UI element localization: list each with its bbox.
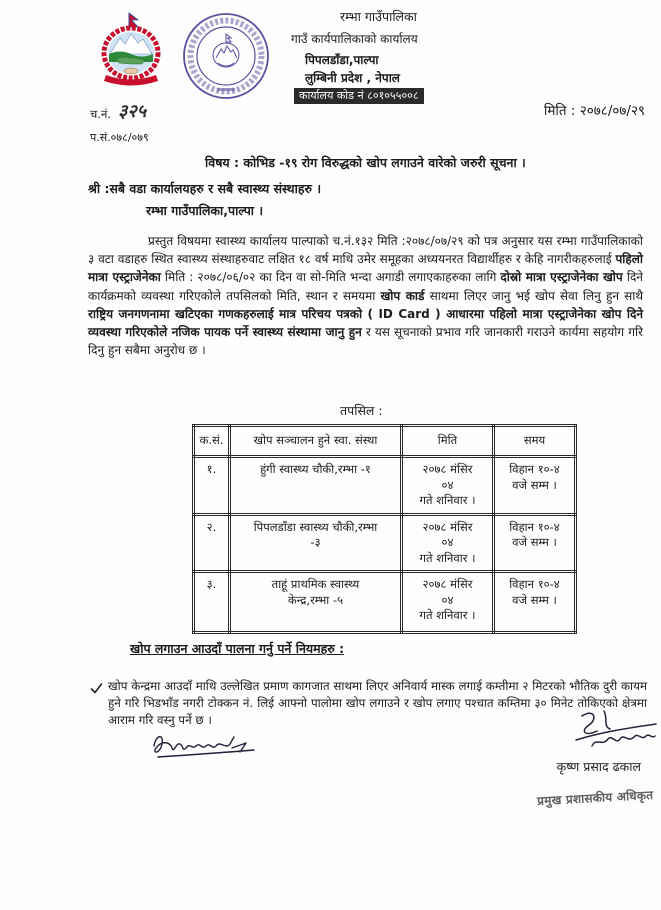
table-row <box>194 457 576 515</box>
cell-line: २०७८ मंसिर <box>422 462 473 476</box>
cell-line: गते शनिवार । <box>419 550 476 565</box>
cell-serial: २. <box>194 514 230 572</box>
cell-institution <box>230 457 402 515</box>
cell-line: ०४ <box>441 535 454 549</box>
table-row <box>194 572 576 633</box>
office-province: लुम्बिनी प्रदेश , नेपाल <box>305 71 400 85</box>
cell-date <box>402 457 494 515</box>
body-text: र यस सूचनाको प्रभाव गरि जानकारी गराउने कार्यमा सहयोग गरि दिनु हुन सबैमा अनुरोध छ । <box>88 325 643 358</box>
cell-line: केन्द्र,रम्भा -५ <box>287 592 344 607</box>
signatory-designation-stamp: प्रमुख प्रशासकीय अधिकृत <box>536 788 654 809</box>
dispatch-number-label: च.नं. <box>90 107 111 121</box>
handwritten-signature-icon <box>562 706 658 762</box>
cell-line: २०७८ मंसिर <box>422 519 473 534</box>
fiscal-year: प.सं.०७८/०७९ <box>90 131 149 144</box>
rule-item: खोप केन्द्रमा आउदाँ माथि उल्लेखित प्रमाण कागजात साथमा लिएर अनिवार्य मास्क लगाई कम्तीमा २ मिटरको भौतिक दुरी कायम हुने गरि भिडभाँड नगरी टोक्कन नं. लिई आफ्नो पालोमा खोप लगाउने र खोप लगाए पश्चात कम्तिमा ३० मिनेट तोकिएको क्षेत्रमा आराम गरि वस्नु पर्ने छ । <box>108 679 647 727</box>
cell-line: गते शनिवार । <box>419 493 476 507</box>
signatory-name: कृष्ण प्रसाद ढकाल <box>556 759 641 774</box>
handwritten-signature-icon <box>148 724 263 766</box>
col-header-serial: क.सं. <box>194 426 230 457</box>
cell-line: पिपलडाँडा स्वास्थ्य चौकी,रम्भा <box>253 519 378 534</box>
cell-serial: ३. <box>194 572 230 633</box>
col-header-institution: खोप सञ्चालन हुने स्वा. संस्था <box>230 426 402 457</box>
cell-line: वजे सम्म । <box>512 477 557 492</box>
body-emphasis: पहिलो मात्रा एस्ट्राजेनेका <box>88 252 643 285</box>
body-text: प्रस्तुत विषयमा स्वास्थ्य कार्यालय पाल्पाको च.नं.१३२ मिति :२०७८/०७/२९ को पत्र अनुसार यस रम्भा गाउँपालिकाको ३ वटा वडाहरु स्थित स्वास्थ्य संस्थाहरुवाट लक्षित १८ वर्ष माथि उमेर समूहका अध्ययनरत विद्यार्थीहरु र केहि नागरीकहरुलाई <box>88 234 643 267</box>
cell-institution <box>230 514 402 572</box>
dispatch-number: ३२५ <box>118 101 147 122</box>
body-paragraph <box>88 232 643 359</box>
rules-heading: खोप लगाउन आउदाँ पालना गर्नु पर्ने नियमहरु : <box>130 641 345 656</box>
addressee-line-1: श्री :सबै वडा कार्यालयहरु र सबै स्वास्थ्य संस्थाहरु । <box>88 181 322 196</box>
cell-time <box>494 514 576 572</box>
nepal-emblem-icon <box>98 12 164 88</box>
office-seal-icon <box>180 4 272 112</box>
cell-line: विहान १०-४ <box>509 519 560 534</box>
schedule-label: तपसिल : <box>340 403 383 418</box>
body-text: दिने कार्यक्रमको व्यवस्था गरिएकोले तपसिलको मिति, स्थान र समयमा <box>88 270 643 303</box>
office-name: गाउँ कार्यपालिकाको कार्यालय <box>291 32 418 46</box>
letter-subject: विषय : कोभिड -१९ रोग विरुद्धको खोप लगाउने वारेको जरुरी सूचना । <box>205 155 526 170</box>
cell-institution <box>230 572 402 633</box>
body-emphasis: दोस्रो मात्रा एस्ट्राजेनेका खोप <box>500 270 623 285</box>
body-emphasis: खोप कार्ड <box>380 288 425 303</box>
cell-line: विहान १०-४ <box>509 462 560 476</box>
addressee-line-2: रम्भा गाउँपालिका,पाल्पा । <box>146 203 264 218</box>
cell-line: ०४ <box>441 477 454 492</box>
body-text: साथमा लिएर जानु भई खोप सेवा लिनु हुन साथै <box>424 288 643 303</box>
checkmark-icon <box>90 682 103 695</box>
cell-line: ०४ <box>441 592 454 607</box>
cell-time <box>494 457 576 515</box>
cell-line: -३ <box>310 535 321 549</box>
office-code-badge: कार्यालय कोड नं ८०१०५५००८ <box>294 88 424 104</box>
letter-date: मिति : २०७८/०७/२९ <box>543 103 645 119</box>
table-row <box>194 514 576 572</box>
cell-line: ताहूं प्राथमिक स्वास्थ्य <box>271 577 360 591</box>
body-text: मिति : २०७८/०६/०२ का दिन वा सो-मिति भन्दा अगाडी लगाएकाहरुका लागि <box>160 270 501 285</box>
municipality-name: रम्भा गाउँपालिका <box>340 9 417 24</box>
cell-date <box>402 572 494 633</box>
cell-serial: १. <box>194 457 230 515</box>
table-header-row <box>194 426 576 457</box>
cell-time <box>494 572 576 633</box>
cell-line: गते शनिवार । <box>419 608 476 622</box>
col-header-date: मिति <box>402 426 494 457</box>
body-emphasis: राष्ट्रिय जनगणनामा खटिएका गणकहरुलाई मात्र परिचय पत्रको ( ID Card ) आधारमा पहिलो मात्रा एस्ट्राजेनेका खोप दिने व्यवस्था गरिएकोले नजिक पायक पर्ने स्वास्थ्य संस्थामा जानु हुन <box>88 306 643 340</box>
cell-date <box>402 514 494 572</box>
cell-line: हुंगी स्वास्थ्य चौकी,रम्भा -१ <box>260 462 371 476</box>
schedule-table <box>192 424 577 634</box>
col-header-time: समय <box>494 426 576 457</box>
cell-line: वजे सम्म । <box>512 592 557 607</box>
cell-line: २०७८ मंसिर <box>422 577 473 591</box>
cell-line: वजे सम्म । <box>512 535 557 549</box>
cell-line: विहान १०-४ <box>509 577 560 591</box>
office-location: पिपलडाँडा,पाल्पा <box>305 53 379 67</box>
